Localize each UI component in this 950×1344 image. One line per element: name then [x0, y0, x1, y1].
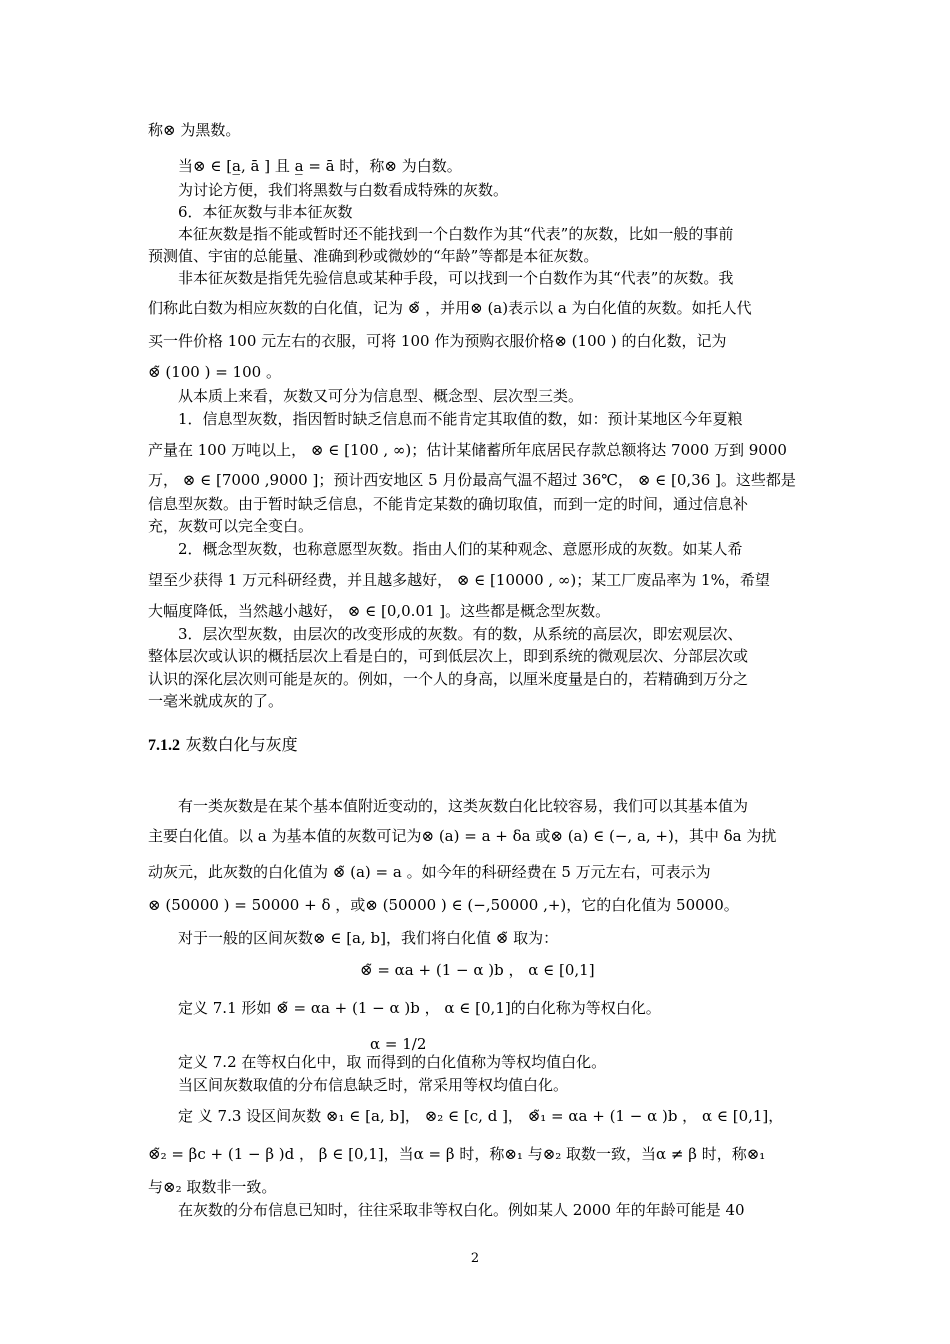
- text-line: 6．本征灰数与非本征灰数: [178, 203, 353, 221]
- text-line: 当区间灰数取值的分布信息缺乏时，常采用等权均值白化。: [178, 1076, 569, 1094]
- formula-whitening: ⊗̃ = αa + (1 − α )b ， α ∈ [0,1]: [360, 961, 595, 979]
- text-line: 有一类灰数是在某个基本值附近变动的，这类灰数白化比较容易，我们可以其基本值为: [178, 797, 749, 815]
- text-line: 们称此白数为相应灰数的白化值，记为 ⊗̃ ，并用⊗ (a)表示以 a 为白化值的灰数。如托人代: [148, 299, 752, 317]
- text-line: 预测值、宇宙的总能量、准确到秒或微妙的“年龄”等都是本征灰数。: [148, 247, 599, 265]
- text-line: 为讨论方便，我们将黑数与白数看成特殊的灰数。: [178, 181, 509, 199]
- text-line: 对于一般的区间灰数⊗ ∈ [a, b]，我们将白化值 ⊗̃ 取为：: [178, 929, 559, 947]
- text-line: 当⊗ ∈ [a̲, ā ] 且 a̲ = ā 时，称⊗ 为白数。: [178, 157, 462, 175]
- text-line: 信息型灰数。由于暂时缺乏信息，不能肯定某数的确切取值，而到一定的时间，通过信息补: [148, 495, 749, 513]
- text-line: 买一件价格 100 元左右的衣服，可将 100 作为预购衣服价格⊗ (100 ) 的白化数，记为: [148, 332, 727, 350]
- text-line: ⊗̃ (100 ) = 100 。: [148, 363, 281, 381]
- formula-alpha-half: α = 1/2: [370, 1035, 427, 1053]
- text-line: 本征灰数是指不能或暂时还不能找到一个白数作为其“代表”的灰数，比如一般的事前: [178, 225, 734, 243]
- text-line: 整体层次或认识的概括层次上看是白的，可到低层次上，即到系统的微观层次、分部层次或: [148, 647, 749, 665]
- text-line: 称⊗ 为黑数。: [148, 121, 241, 139]
- section-title: 灰数白化与灰度: [185, 735, 298, 754]
- text-line: 3．层次型灰数，由层次的改变形成的灰数。有的数，从系统的高层次，即宏观层次、: [178, 625, 743, 643]
- page-number: 2: [470, 1251, 480, 1266]
- section-heading: [148, 734, 298, 757]
- text-line: 产量在 100 万吨以上， ⊗ ∈ [100 , ∞)；估计某储蓄所年底居民存款总额将达 7000 万到 9000: [148, 441, 787, 459]
- text-line: 非本征灰数是指凭先验信息或某种手段，可以找到一个白数作为其“代表”的灰数。我: [178, 269, 734, 287]
- text-line: 2．概念型灰数，也称意愿型灰数。指由人们的某种观念、意愿形成的灰数。如某人希: [178, 540, 743, 558]
- text-line: 定义 7.2 在等权白化中，取 而得到的白化值称为等权均值白化。: [178, 1053, 607, 1071]
- section-number: 7.1.2: [148, 737, 180, 754]
- text-line: 1．信息型灰数，指因暂时缺乏信息而不能肯定其取值的数，如：预计某地区今年夏粮: [178, 410, 743, 428]
- text-line: ⊗ (50000 ) = 50000 + δ ，或⊗ (50000 ) ∈ (−,50000 ,+)，它的白化值为 50000。: [148, 896, 739, 914]
- text-line: 认识的深化层次则可能是灰的。例如，一个人的身高，以厘米度量是白的，若精确到万分之: [148, 670, 749, 688]
- text-line: 万， ⊗ ∈ [7000 ,9000 ]；预计西安地区 5 月份最高气温不超过 36℃， ⊗ ∈ [0,36 ]。这些都是: [148, 471, 796, 489]
- text-line: 与⊗₂ 取数非一致。: [148, 1178, 277, 1196]
- text-line: 在灰数的分布信息已知时，往往采取非等权白化。例如某人 2000 年的年龄可能是 40: [178, 1201, 745, 1219]
- text-line: 大幅度降低，当然越小越好， ⊗ ∈ [0,0.01 ]。这些都是概念型灰数。: [148, 602, 611, 620]
- text-line: 一毫米就成灰的了。: [148, 692, 284, 710]
- text-line: 定义 7.1 形如 ⊗̃ = αa + (1 − α )b ， α ∈ [0,1]的白化称为等权白化。: [178, 999, 661, 1017]
- text-line: 望至少获得 1 万元科研经费，并且越多越好， ⊗ ∈ [10000 , ∞)；某工厂废品率为 1%，希望: [148, 571, 770, 589]
- text-line: 充，灰数可以完全变白。: [148, 517, 314, 535]
- text-line: 从本质上来看，灰数又可分为信息型、概念型、层次型三类。: [178, 387, 584, 405]
- text-line: 定 义 7.3 设区间灰数 ⊗₁ ∈ [a, b]， ⊗₂ ∈ [c, d ]， ⊗̃₁ = αa + (1 − α )b ， α ∈ [0,1]，: [178, 1107, 784, 1125]
- text-line: 动灰元，此灰数的白化值为 ⊗̃ (a) = a 。如今年的科研经费在 5 万元左右，可表示为: [148, 863, 711, 881]
- text-line: ⊗̃₂ = βc + (1 − β )d ， β ∈ [0,1]，当α = β 时，称⊗₁ 与⊗₂ 取数一致，当α ≠ β 时，称⊗₁: [148, 1145, 766, 1163]
- text-line: 主要白化值。以 a 为基本值的灰数可记为⊗ (a) = a + δa 或⊗ (a) ∈ (−, a, +)，其中 δa 为扰: [148, 827, 777, 845]
